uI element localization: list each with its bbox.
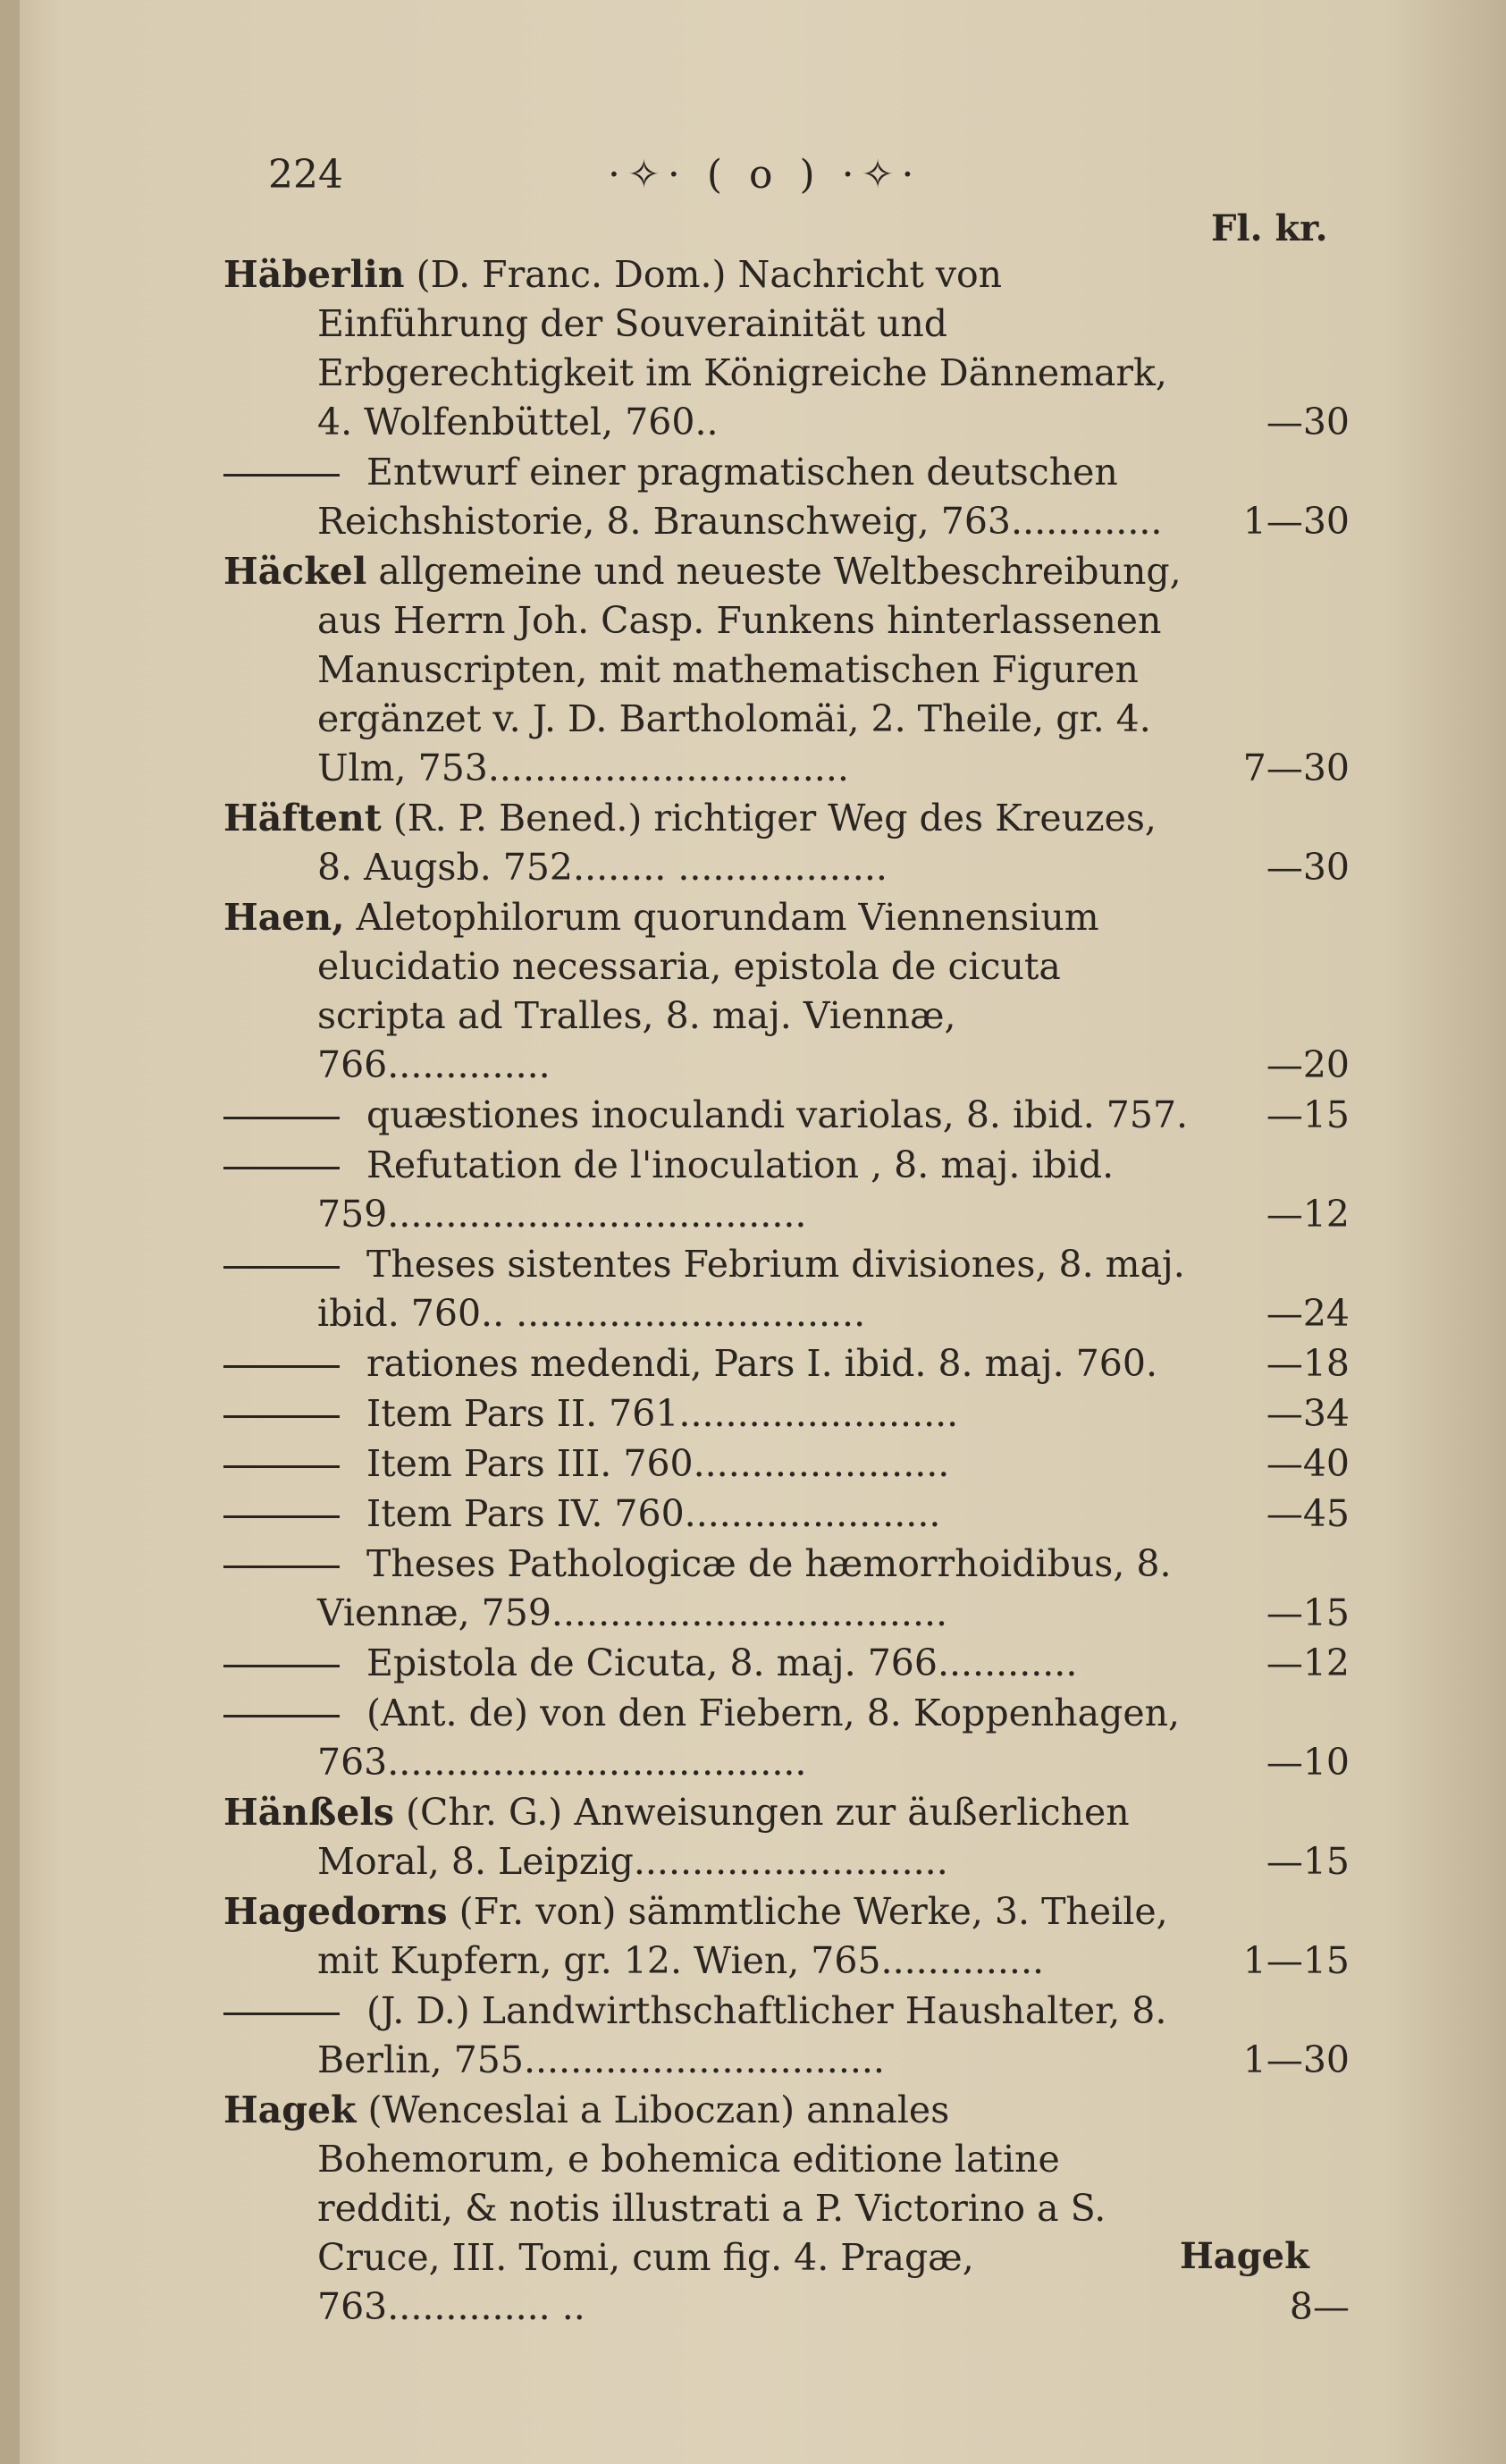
header-ornament: ·✧· ( o ) ·✧·: [608, 152, 921, 198]
entry-text: Item Pars III. 760......................: [366, 1442, 950, 1485]
catalog-entry: [223, 547, 1350, 793]
entry-price: —15: [1266, 1591, 1350, 1634]
entry-price: 1—15: [1242, 1939, 1350, 1982]
catalog-entry: [223, 1639, 1350, 1688]
ditto-dash: [223, 1665, 340, 1667]
entry-body: [223, 797, 1157, 889]
entry-price: 1—30: [1242, 500, 1350, 543]
entry-body: [223, 2088, 1106, 2328]
ditto-dash: [223, 1415, 340, 1418]
entry-body: [223, 896, 1099, 1086]
ditto-dash: [223, 1266, 340, 1269]
catalog-entry: [223, 448, 1350, 546]
entry-text: (Chr. G.) Anweisungen zur äußerlichen Moral, 8. Leipzig...........................: [317, 1791, 1130, 1883]
entry-body: [366, 1641, 1077, 1684]
entry-body: [317, 451, 1162, 543]
entry-price: —30: [1266, 401, 1350, 443]
catalog-entry: [223, 1240, 1350, 1338]
entry-headword: Häckel: [223, 550, 367, 593]
entry-text: Theses sistentes Febrium divisiones, 8. maj. ibid. 760.. ..............................: [317, 1243, 1185, 1335]
catalog-entry: [223, 1689, 1350, 1787]
entry-price: —10: [1266, 1741, 1350, 1784]
entry-text: (D. Franc. Dom.) Nachricht von Einführung der Souverainität und Erbgerechtigkeit im Königreiche Dännemark, 4. Wolfenbüttel, 760..: [317, 253, 1167, 443]
page-header: [268, 152, 1341, 224]
entry-body: [317, 1143, 1114, 1236]
ditto-dash: [223, 1167, 340, 1169]
entry-text: Aletophilorum quorundam Viennensium elucidatio necessaria, epistola de cicuta scripta ad Tralles, 8. maj. Viennæ, 766..............: [317, 896, 1099, 1086]
entry-body: [317, 1542, 1172, 1634]
catalog-entry: [223, 1141, 1350, 1239]
entry-price: —15: [1266, 1093, 1350, 1136]
page-gutter: [0, 0, 20, 2464]
entry-body: [317, 1989, 1166, 2081]
ditto-dash: [223, 474, 340, 477]
entry-price: —15: [1266, 1840, 1350, 1883]
entry-text: Item Pars II. 761........................: [366, 1392, 959, 1435]
entry-price: 8—: [1289, 2285, 1350, 2328]
catalog-entry: [223, 250, 1350, 447]
catalog-entry: [223, 1987, 1350, 2085]
entry-body: [366, 1093, 1188, 1136]
ditto-dash: [223, 1715, 340, 1717]
entry-text: (Wenceslai a Liboczan) annales Bohemorum, e bohemica editione latine redditi, & notis illustrati a P. Victorino a S. Cruce, III. Tomi, cum fig. 4. Pragæ, 763.............. ..: [317, 2088, 1106, 2328]
entry-text: (R. P. Bened.) richtiger Weg des Kreuzes, 8. Augsb. 752........ ..................: [317, 797, 1157, 889]
entry-text: (J. D.) Landwirthschaftlicher Haushalter, 8. Berlin, 755...............................: [317, 1989, 1167, 2081]
entry-price: —20: [1266, 1043, 1350, 1086]
entry-price: —24: [1266, 1292, 1350, 1335]
entry-price: —30: [1266, 846, 1350, 889]
entry-body: [223, 1890, 1168, 1982]
entry-price: —45: [1266, 1492, 1350, 1535]
entry-headword: Hagedorns: [223, 1890, 448, 1933]
entry-headword: Hänßels: [223, 1791, 395, 1834]
catalog-entry: [223, 1389, 1350, 1439]
entry-price: —34: [1266, 1392, 1350, 1435]
entry-body: [223, 1791, 1130, 1883]
entry-body: [317, 1692, 1180, 1784]
entry-body: [366, 1442, 949, 1485]
currency-heading: Fl. kr.: [1211, 207, 1328, 249]
entry-text: allgemeine und neueste Weltbeschreibung, aus Herrn Joh. Casp. Funkens hinterlassenen Manuscripten, mit mathematischen Figuren ergänzet v. J. D. Bartholomäi, 2. Theile, gr. 4. Ulm, 753...............................: [317, 550, 1182, 789]
page-number: 224: [268, 152, 343, 198]
catalog-entry: [223, 2086, 1350, 2332]
entry-body: [366, 1492, 940, 1535]
entry-body: [223, 550, 1182, 789]
entry-text: Theses Pathologicæ de hæmorrhoidibus, 8. Viennæ, 759..................................: [317, 1542, 1172, 1634]
entry-body: [366, 1392, 958, 1435]
entry-text: (Fr. von) sämmtliche Werke, 3. Theile, mit Kupfern, gr. 12. Wien, 765..............: [317, 1890, 1168, 1982]
ditto-dash: [223, 1117, 340, 1119]
entry-headword: Hagek: [223, 2088, 357, 2131]
catalog-entries: [223, 250, 1350, 2333]
entry-headword: Haen,: [223, 896, 345, 939]
catchword: Hagek: [1180, 2235, 1309, 2277]
entry-price: —40: [1266, 1442, 1350, 1485]
entry-price: —12: [1266, 1193, 1350, 1236]
entry-text: Entwurf einer pragmatischen deutschen Reichshistorie, 8. Braunschweig, 763.............: [317, 451, 1163, 543]
catalog-entry: [223, 1489, 1350, 1539]
ditto-dash: [223, 1515, 340, 1518]
entry-text: Refutation de l'inoculation , 8. maj. ibid. 759....................................: [317, 1143, 1115, 1236]
entry-price: —12: [1266, 1641, 1350, 1684]
catalog-entry: [223, 1091, 1350, 1140]
entry-body: [366, 1342, 1157, 1385]
entry-text: (Ant. de) von den Fiebern, 8. Koppenhagen, 763....................................: [317, 1692, 1181, 1784]
ditto-dash: [223, 2013, 340, 2015]
entry-body: [317, 1243, 1185, 1335]
catalog-entry: [223, 1339, 1350, 1388]
catalog-entry: [223, 1439, 1350, 1489]
ditto-dash: [223, 1365, 340, 1368]
entry-price: 7—30: [1242, 747, 1350, 789]
entry-text: Epistola de Cicuta, 8. maj. 766............: [366, 1641, 1078, 1684]
entry-text: Item Pars IV. 760......................: [366, 1492, 941, 1535]
catalog-entry: [223, 1887, 1350, 1986]
entry-text: rationes medendi, Pars I. ibid. 8. maj. 760.: [366, 1342, 1157, 1385]
catalog-entry: [223, 893, 1350, 1090]
entry-price: —18: [1266, 1342, 1350, 1385]
catalog-entry: [223, 1788, 1350, 1886]
catalog-entry: [223, 1540, 1350, 1638]
entry-headword: Häberlin: [223, 253, 405, 296]
ditto-dash: [223, 1565, 340, 1568]
entry-text: quæstiones inoculandi variolas, 8. ibid. 757.: [366, 1093, 1189, 1136]
entry-body: [223, 253, 1167, 443]
catalog-entry: [223, 794, 1350, 892]
entry-price: 1—30: [1242, 2038, 1350, 2081]
ditto-dash: [223, 1465, 340, 1468]
entry-headword: Häftent: [223, 797, 382, 840]
